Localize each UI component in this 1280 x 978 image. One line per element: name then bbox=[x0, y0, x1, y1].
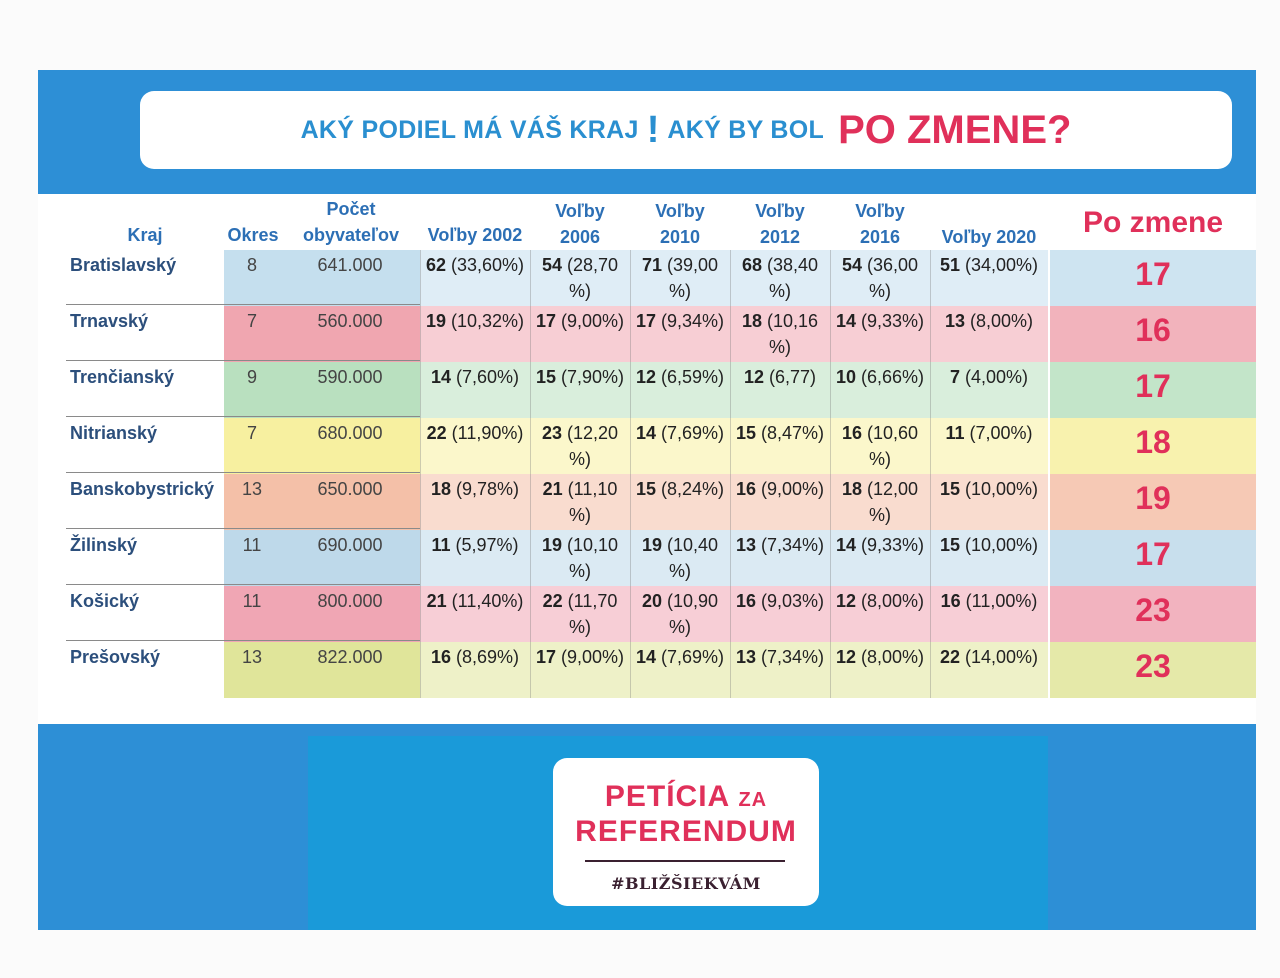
seats: 15 bbox=[939, 535, 960, 555]
population: 641.000 bbox=[317, 255, 383, 275]
vote-cell-v2006 bbox=[530, 420, 630, 472]
seats: 17 bbox=[535, 311, 556, 331]
district-count: 7 bbox=[246, 423, 257, 443]
column-divider bbox=[830, 418, 831, 474]
seat-share: (7,34%) bbox=[756, 535, 825, 555]
seat-share: (11,70 %) bbox=[562, 591, 618, 637]
column-divider bbox=[630, 418, 631, 474]
seats-after-change: 17 bbox=[1135, 256, 1171, 292]
seat-share: (10,60 %) bbox=[861, 423, 919, 469]
vote-cell-v2002 bbox=[420, 364, 530, 390]
column-divider bbox=[420, 306, 421, 362]
column-divider bbox=[830, 362, 831, 418]
population: 680.000 bbox=[317, 423, 383, 443]
seat-share: (11,10 %) bbox=[562, 479, 618, 525]
headline-part1: AKÝ PODIEL MÁ VÁŠ KRAJ bbox=[300, 115, 639, 144]
row-separator bbox=[66, 584, 420, 585]
vote-cell-v2006 bbox=[530, 532, 630, 584]
vote-cell-v2016 bbox=[830, 644, 930, 670]
seat-share: (8,00%) bbox=[856, 591, 925, 611]
vote-cell-v2016 bbox=[830, 588, 930, 614]
column-divider bbox=[930, 418, 931, 474]
seat-share: (6,77) bbox=[764, 367, 817, 387]
seat-share: (34,00%) bbox=[959, 255, 1039, 275]
seats: 54 bbox=[841, 255, 862, 275]
vote-cell-v2010 bbox=[630, 308, 730, 334]
vote-cell-v2010 bbox=[630, 364, 730, 390]
seats: 11 bbox=[945, 423, 965, 443]
vote-cell-v2020 bbox=[930, 308, 1048, 334]
vote-cell-v2010 bbox=[630, 252, 730, 304]
vote-cell-v2006 bbox=[530, 644, 630, 670]
seats: 16 bbox=[735, 591, 756, 611]
header-kraj: Kraj bbox=[127, 225, 163, 245]
seats: 10 bbox=[835, 367, 856, 387]
seat-share: (6,66%) bbox=[856, 367, 925, 387]
seat-share: (12,00 %) bbox=[861, 479, 919, 525]
seats: 13 bbox=[735, 647, 756, 667]
vote-cell-v2016 bbox=[830, 364, 930, 390]
seats: 19 bbox=[541, 535, 562, 555]
column-divider bbox=[530, 306, 531, 362]
population: 650.000 bbox=[317, 479, 383, 499]
seat-share: (10,40 %) bbox=[661, 535, 719, 581]
region-name: Nitrianský bbox=[70, 423, 158, 443]
seats: 14 bbox=[835, 311, 856, 331]
seats-after-change: 18 bbox=[1135, 424, 1171, 460]
row-separator bbox=[66, 304, 420, 305]
seats: 7 bbox=[949, 367, 960, 387]
seats-after-change: 16 bbox=[1135, 312, 1171, 348]
seats: 17 bbox=[635, 311, 656, 331]
district-count: 11 bbox=[242, 535, 262, 555]
headline bbox=[140, 91, 1232, 169]
column-divider bbox=[730, 418, 731, 474]
vote-cell-v2010 bbox=[630, 532, 730, 584]
column-divider bbox=[730, 530, 731, 586]
seats: 22 bbox=[542, 591, 563, 611]
district-count: 11 bbox=[242, 591, 262, 611]
vote-cell-v2012 bbox=[730, 588, 830, 614]
seat-share: (9,33%) bbox=[856, 535, 925, 555]
column-divider bbox=[930, 306, 931, 362]
column-divider bbox=[830, 306, 831, 362]
region-name: Trenčianský bbox=[70, 367, 175, 387]
vote-cell-v2020 bbox=[930, 252, 1048, 278]
header-v2012-2: 2012 bbox=[759, 227, 801, 247]
seat-share: (4,00%) bbox=[959, 367, 1029, 387]
seat-share: (9,00%) bbox=[756, 479, 825, 499]
seat-share: (12,20 %) bbox=[561, 423, 619, 469]
column-divider bbox=[930, 586, 931, 642]
seat-share: (10,00%) bbox=[959, 535, 1039, 555]
column-divider bbox=[730, 642, 731, 698]
seat-share: (9,03%) bbox=[756, 591, 825, 611]
vote-cell-v2012 bbox=[730, 532, 830, 558]
vote-cell-v2006 bbox=[530, 308, 630, 334]
row-separator bbox=[66, 472, 420, 473]
seat-share: (10,32%) bbox=[445, 311, 525, 331]
seat-share: (11,00%) bbox=[960, 591, 1038, 611]
vote-cell-v2002 bbox=[420, 476, 530, 502]
vote-cell-v2020 bbox=[930, 644, 1048, 670]
petition-subtitle: REFERENDUM bbox=[575, 815, 797, 848]
population: 590.000 bbox=[317, 367, 383, 387]
seats-after-change: 23 bbox=[1135, 592, 1171, 628]
header-okres: Okres bbox=[227, 225, 279, 245]
seats: 15 bbox=[535, 367, 556, 387]
row-separator bbox=[66, 640, 420, 641]
seats: 16 bbox=[841, 423, 862, 443]
row-separator bbox=[66, 528, 420, 529]
vote-cell-v2012 bbox=[730, 364, 830, 390]
petition-divider bbox=[585, 860, 785, 862]
vote-cell-v2002 bbox=[420, 532, 530, 558]
column-divider bbox=[530, 418, 531, 474]
vote-cell-v2006 bbox=[530, 476, 630, 528]
region-name: Žilinský bbox=[70, 535, 138, 555]
vote-cell-v2016 bbox=[830, 476, 930, 528]
seats: 11 bbox=[431, 535, 451, 555]
column-divider bbox=[930, 642, 931, 698]
column-divider bbox=[930, 250, 931, 306]
seat-share: (10,90 %) bbox=[661, 591, 719, 637]
seats: 15 bbox=[939, 479, 960, 499]
seat-share: (8,00%) bbox=[965, 311, 1034, 331]
vote-cell-v2016 bbox=[830, 532, 930, 558]
vote-cell-v2002 bbox=[420, 588, 530, 614]
vote-cell-v2016 bbox=[830, 308, 930, 334]
vote-cell-v2016 bbox=[830, 252, 930, 304]
seats: 13 bbox=[735, 535, 756, 555]
column-divider bbox=[530, 586, 531, 642]
seat-share: (9,33%) bbox=[856, 311, 925, 331]
column-divider bbox=[630, 474, 631, 530]
column-divider bbox=[730, 250, 731, 306]
seat-share: (7,00%) bbox=[964, 423, 1033, 443]
seats: 14 bbox=[635, 647, 656, 667]
column-divider bbox=[530, 530, 531, 586]
seat-share: (8,69%) bbox=[451, 647, 520, 667]
seats: 19 bbox=[425, 311, 446, 331]
vote-cell-v2010 bbox=[630, 588, 730, 640]
column-divider bbox=[730, 474, 731, 530]
seat-share: (36,00 %) bbox=[861, 255, 919, 301]
column-divider bbox=[420, 530, 421, 586]
seat-share: (10,16 %) bbox=[761, 311, 819, 357]
column-divider bbox=[420, 418, 421, 474]
seats: 22 bbox=[939, 647, 960, 667]
seats: 16 bbox=[430, 647, 451, 667]
population: 690.000 bbox=[317, 535, 383, 555]
seat-share: (28,70 %) bbox=[561, 255, 619, 301]
seat-share: (7,60%) bbox=[451, 367, 520, 387]
vote-cell-v2010 bbox=[630, 476, 730, 502]
seats-after-change: 17 bbox=[1135, 368, 1171, 404]
headline-exclamation: ! bbox=[646, 108, 660, 151]
seat-share: (7,69%) bbox=[656, 647, 725, 667]
seat-share: (10,10 %) bbox=[561, 535, 619, 581]
region-name: Banskobystrický bbox=[70, 479, 215, 499]
column-divider bbox=[830, 474, 831, 530]
petition-title bbox=[553, 780, 819, 814]
district-count: 8 bbox=[246, 255, 257, 275]
seat-share: (9,78%) bbox=[451, 479, 520, 499]
header-pocet-1: Počet bbox=[326, 199, 376, 219]
seats: 15 bbox=[735, 423, 756, 443]
seats: 13 bbox=[944, 311, 965, 331]
seats: 18 bbox=[430, 479, 451, 499]
header-v2010-1: Voľby bbox=[655, 201, 705, 221]
column-divider bbox=[530, 362, 531, 418]
seat-share: (9,34%) bbox=[656, 311, 725, 331]
seat-share: (9,00%) bbox=[556, 311, 625, 331]
column-divider bbox=[930, 362, 931, 418]
seat-share: (39,00 %) bbox=[661, 255, 719, 301]
seat-share: (10,00%) bbox=[959, 479, 1039, 499]
column-divider bbox=[730, 306, 731, 362]
headline-part3: PO ZMENE? bbox=[838, 107, 1072, 152]
vote-cell-v2002 bbox=[420, 644, 530, 670]
column-divider bbox=[420, 642, 421, 698]
seats: 23 bbox=[541, 423, 562, 443]
petition-title-small: ZA bbox=[738, 789, 768, 811]
row-separator bbox=[66, 416, 420, 417]
column-divider bbox=[420, 586, 421, 642]
header-v2012-1: Voľby bbox=[755, 201, 805, 221]
petition-hashtag: #BLIŽŠIEKVÁM bbox=[611, 874, 761, 893]
district-count: 9 bbox=[246, 367, 257, 387]
petition-title-main: PETÍCIA bbox=[604, 780, 730, 813]
vote-cell-v2020 bbox=[930, 420, 1048, 446]
seats: 14 bbox=[835, 535, 856, 555]
column-divider bbox=[630, 362, 631, 418]
header-v2002: Voľby 2002 bbox=[427, 225, 523, 245]
header-pocet-2: obyvateľov bbox=[303, 225, 399, 245]
column-divider bbox=[630, 250, 631, 306]
seat-share: (11,40%) bbox=[446, 591, 524, 611]
seats: 21 bbox=[542, 479, 563, 499]
seat-share: (38,40 %) bbox=[761, 255, 819, 301]
header-v2006-2: 2006 bbox=[559, 227, 601, 247]
seats: 22 bbox=[426, 423, 447, 443]
seat-share: (8,47%) bbox=[756, 423, 825, 443]
row-separator bbox=[66, 360, 420, 361]
seats: 18 bbox=[841, 479, 862, 499]
column-divider bbox=[830, 530, 831, 586]
seats-after-change: 19 bbox=[1135, 480, 1171, 516]
column-divider bbox=[420, 250, 421, 306]
vote-cell-v2012 bbox=[730, 252, 830, 304]
population: 800.000 bbox=[317, 591, 383, 611]
district-count: 7 bbox=[246, 311, 257, 331]
column-divider bbox=[630, 586, 631, 642]
column-divider bbox=[630, 530, 631, 586]
population: 822.000 bbox=[317, 647, 383, 667]
region-name: Prešovský bbox=[70, 647, 161, 667]
column-divider bbox=[630, 642, 631, 698]
header-v2006-1: Voľby bbox=[555, 201, 605, 221]
seat-share: (8,24%) bbox=[656, 479, 725, 499]
column-divider bbox=[830, 642, 831, 698]
column-divider bbox=[730, 362, 731, 418]
seats: 18 bbox=[741, 311, 762, 331]
seats: 68 bbox=[741, 255, 762, 275]
column-divider bbox=[630, 306, 631, 362]
district-count: 13 bbox=[241, 647, 263, 667]
vote-cell-v2020 bbox=[930, 588, 1048, 614]
header-v2016-1: Voľby bbox=[855, 201, 905, 221]
seat-share: (11,90%) bbox=[446, 423, 524, 443]
seats: 12 bbox=[635, 367, 656, 387]
region-name: Košický bbox=[70, 591, 140, 611]
seat-share: (9,00%) bbox=[556, 647, 625, 667]
seats: 14 bbox=[430, 367, 451, 387]
vote-cell-v2010 bbox=[630, 644, 730, 670]
district-count: 13 bbox=[241, 479, 263, 499]
seat-share: (33,60%) bbox=[445, 255, 525, 275]
vote-cell-v2012 bbox=[730, 308, 830, 360]
seats: 20 bbox=[641, 591, 662, 611]
column-divider bbox=[420, 474, 421, 530]
vote-cell-v2012 bbox=[730, 476, 830, 502]
seats: 16 bbox=[940, 591, 961, 611]
vote-cell-v2010 bbox=[630, 420, 730, 446]
seat-share: (5,97%) bbox=[450, 535, 519, 555]
column-divider bbox=[930, 474, 931, 530]
seats-after-change: 23 bbox=[1135, 648, 1171, 684]
seats: 19 bbox=[641, 535, 662, 555]
seats: 12 bbox=[743, 367, 764, 387]
seat-share: (7,90%) bbox=[556, 367, 625, 387]
seats: 71 bbox=[641, 255, 662, 275]
region-name: Trnavský bbox=[70, 311, 149, 331]
column-divider bbox=[830, 250, 831, 306]
seats: 54 bbox=[541, 255, 562, 275]
seats: 62 bbox=[425, 255, 446, 275]
vote-cell-v2006 bbox=[530, 588, 630, 640]
vote-cell-v2006 bbox=[530, 364, 630, 390]
header-v2016-2: 2016 bbox=[859, 227, 901, 247]
vote-cell-v2016 bbox=[830, 420, 930, 472]
header-pozmene: Po zmene bbox=[1082, 206, 1224, 239]
column-divider bbox=[930, 530, 931, 586]
seat-share: (14,00%) bbox=[959, 647, 1039, 667]
seats: 21 bbox=[426, 591, 447, 611]
vote-cell-v2020 bbox=[930, 532, 1048, 558]
seats: 12 bbox=[835, 647, 856, 667]
column-divider bbox=[730, 586, 731, 642]
vote-cell-v2012 bbox=[730, 420, 830, 446]
column-divider bbox=[530, 474, 531, 530]
seat-share: (7,34%) bbox=[756, 647, 825, 667]
seat-share: (7,69%) bbox=[656, 423, 725, 443]
headline-part2: AKÝ BY BOL bbox=[667, 115, 825, 144]
vote-cell-v2020 bbox=[930, 476, 1048, 502]
column-divider bbox=[530, 642, 531, 698]
vote-cell-v2002 bbox=[420, 308, 530, 334]
column-divider bbox=[830, 586, 831, 642]
seats: 15 bbox=[635, 479, 656, 499]
seats: 12 bbox=[835, 591, 856, 611]
vote-cell-v2006 bbox=[530, 252, 630, 304]
seat-share: (8,00%) bbox=[856, 647, 925, 667]
column-divider bbox=[420, 362, 421, 418]
population: 560.000 bbox=[317, 311, 383, 331]
seats: 14 bbox=[635, 423, 656, 443]
vote-cell-v2002 bbox=[420, 420, 530, 446]
seats: 17 bbox=[535, 647, 556, 667]
seat-share: (6,59%) bbox=[656, 367, 725, 387]
seats: 51 bbox=[939, 255, 960, 275]
vote-cell-v2002 bbox=[420, 252, 530, 278]
seats-after-change: 17 bbox=[1135, 536, 1171, 572]
header-v2010-2: 2010 bbox=[659, 227, 701, 247]
region-name: Bratislavský bbox=[70, 255, 177, 275]
seats: 16 bbox=[735, 479, 756, 499]
column-divider bbox=[530, 250, 531, 306]
vote-cell-v2020 bbox=[930, 364, 1048, 390]
vote-cell-v2012 bbox=[730, 644, 830, 670]
header-v2020: Voľby 2020 bbox=[941, 227, 1037, 247]
